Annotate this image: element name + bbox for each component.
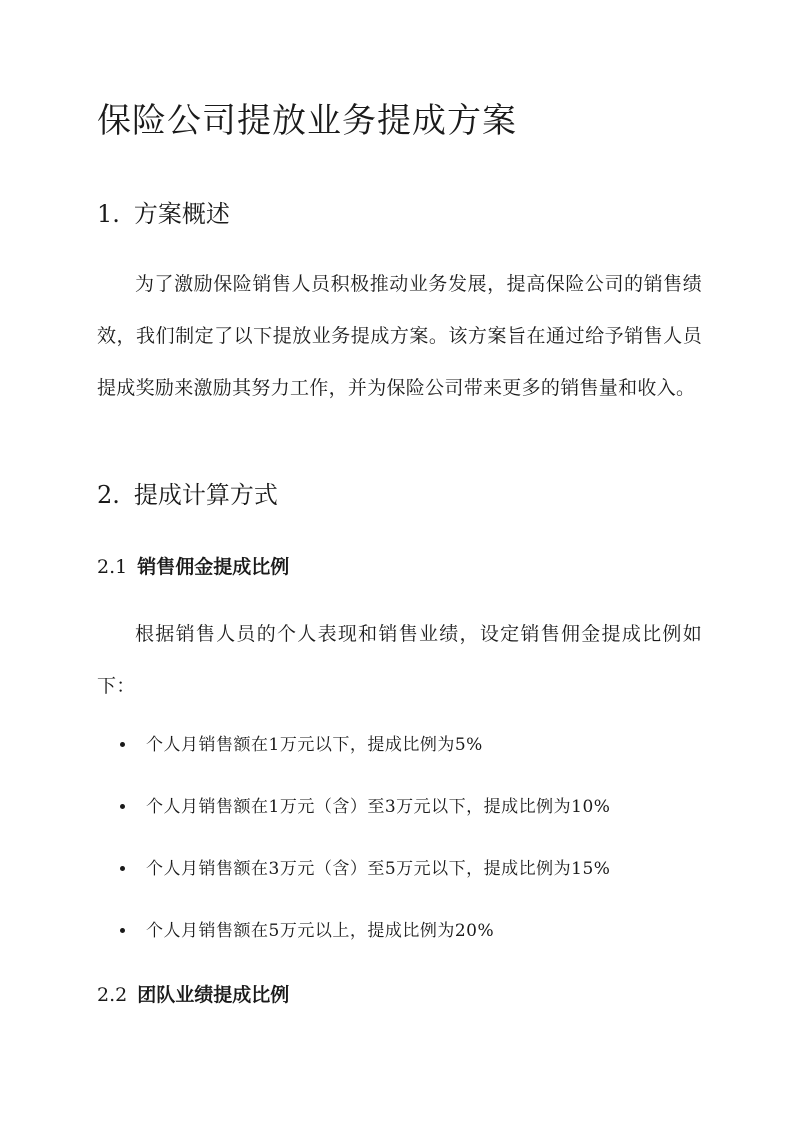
list-item [97, 908, 610, 970]
list-item-text: 个人月销售额在1万元（含）至3万元以下，提成比例为10% [146, 797, 611, 817]
list-item [97, 722, 610, 784]
subsection-2-2-heading [97, 980, 289, 1010]
bullet-icon [120, 928, 125, 933]
list-item-text: 个人月销售额在1万元以下，提成比例为5% [146, 735, 483, 755]
bullet-icon [120, 804, 125, 809]
subsection-2-1-number: 2.1 [97, 556, 128, 578]
bullet-icon [120, 866, 125, 871]
subsection-2-1-heading [97, 552, 289, 582]
section-2-heading [97, 477, 278, 513]
list-item [97, 846, 610, 908]
commission-rate-list [97, 722, 610, 970]
section-1-title: 方案概述 [133, 200, 230, 228]
subsection-2-1-title: 销售佣金提成比例 [137, 556, 290, 578]
section-1-paragraph: 为了激励保险销售人员积极推动业务发展，提高保险公司的销售绩效，我们制定了以下提放业务提成方案。该方案旨在通过给予销售人员提成奖励来激励其努力工作，并为保险公司带来更多的销售量和收入。 [97, 273, 702, 399]
section-2-title: 提成计算方式 [133, 481, 278, 509]
document-title: 保险公司提放业务提成方案 [97, 101, 517, 141]
list-item [97, 784, 610, 846]
list-item-text: 个人月销售额在5万元以上，提成比例为20% [146, 921, 495, 941]
section-1-heading [97, 196, 230, 232]
subsection-2-2-number: 2.2 [97, 984, 128, 1006]
section-2-number: 2. [97, 481, 120, 509]
bullet-icon [120, 742, 125, 747]
section-1-number: 1. [97, 200, 120, 228]
list-item-text: 个人月销售额在3万元（含）至5万元以下，提成比例为15% [146, 859, 611, 879]
subsection-2-2-title: 团队业绩提成比例 [137, 984, 290, 1006]
subsection-2-1-paragraph: 根据销售人员的个人表现和销售业绩，设定销售佣金提成比例如下： [97, 623, 702, 697]
